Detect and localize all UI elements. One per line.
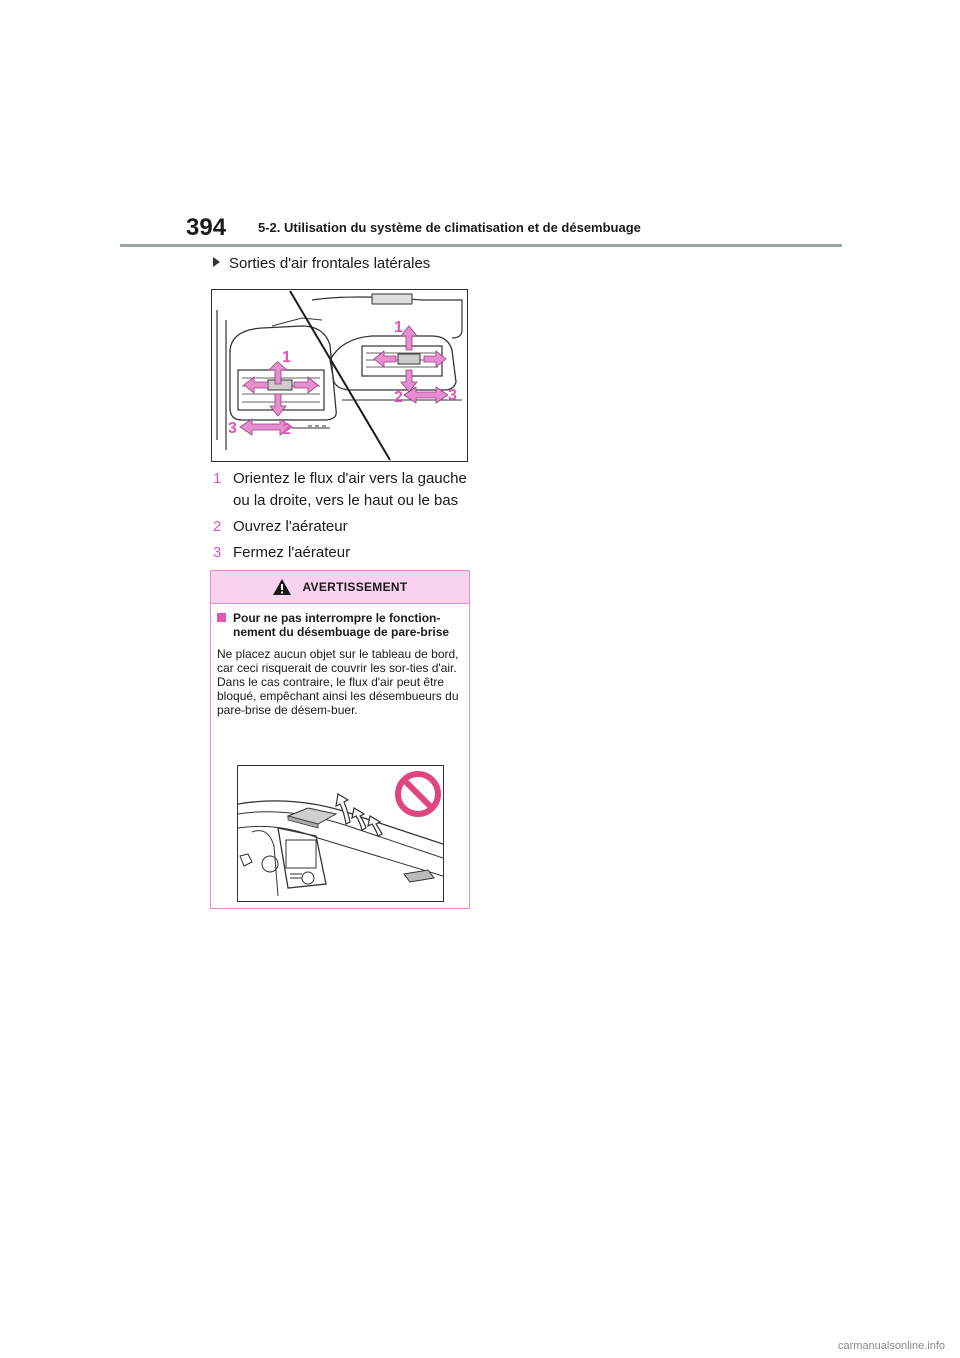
callout-3-left: 3 (228, 420, 237, 437)
warning-title-text: Pour ne pas interrompre le fonction-nement du désembuage de pare-brise (233, 611, 450, 639)
warning-header (211, 571, 469, 604)
warning-body (211, 604, 469, 717)
warning-box (210, 570, 470, 909)
callout-1-right: 1 (394, 319, 403, 336)
dashboard-drawing (238, 766, 443, 901)
step-text: Fermez l'aérateur (233, 544, 351, 561)
steps-list (213, 468, 473, 568)
step-number: 2 (213, 518, 222, 535)
callout-2-left: 2 (282, 421, 291, 438)
step-item (213, 468, 473, 512)
callout-1-left: 1 (282, 349, 291, 366)
bullet-arrow-icon (213, 257, 220, 267)
header-rule (120, 244, 842, 247)
watermark: carmanualsonline.info (838, 1340, 946, 1352)
warning-text: Ne placez aucun objet sur le tableau de bord, car ceci risquerait de couvrir les sor-ties d'air. Dans le cas contraire, le flux d'air peut être bloqué, empêchant ainsi les désembueurs du pare-brise de désem-buer. (217, 647, 459, 717)
warning-label: AVERTISSEMENT (302, 580, 408, 594)
section-heading (213, 255, 430, 272)
step-text: Ouvrez l'aérateur (233, 518, 348, 535)
step-number: 1 (213, 470, 222, 487)
callout-2-right: 2 (394, 389, 403, 406)
warning-title (217, 611, 463, 639)
callout-3-right: 3 (448, 387, 457, 404)
square-bullet-icon (217, 613, 226, 622)
step-item (213, 542, 473, 564)
step-number: 3 (213, 544, 222, 561)
section-heading-text: Sorties d'air frontales latérales (229, 255, 431, 272)
side-vents-illustration (211, 289, 468, 462)
dashboard-illustration (237, 765, 444, 902)
chapter-title: 5-2. Utilisation du système de climatisation et de désembuage (258, 220, 641, 235)
warning-triangle-icon (272, 578, 292, 596)
step-text: Orientez le flux d'air vers la gauche ou la droite, vers le haut ou le bas (233, 470, 467, 509)
side-vents-drawing (212, 290, 467, 461)
step-item (213, 516, 473, 538)
page-number: 394 (186, 214, 227, 241)
